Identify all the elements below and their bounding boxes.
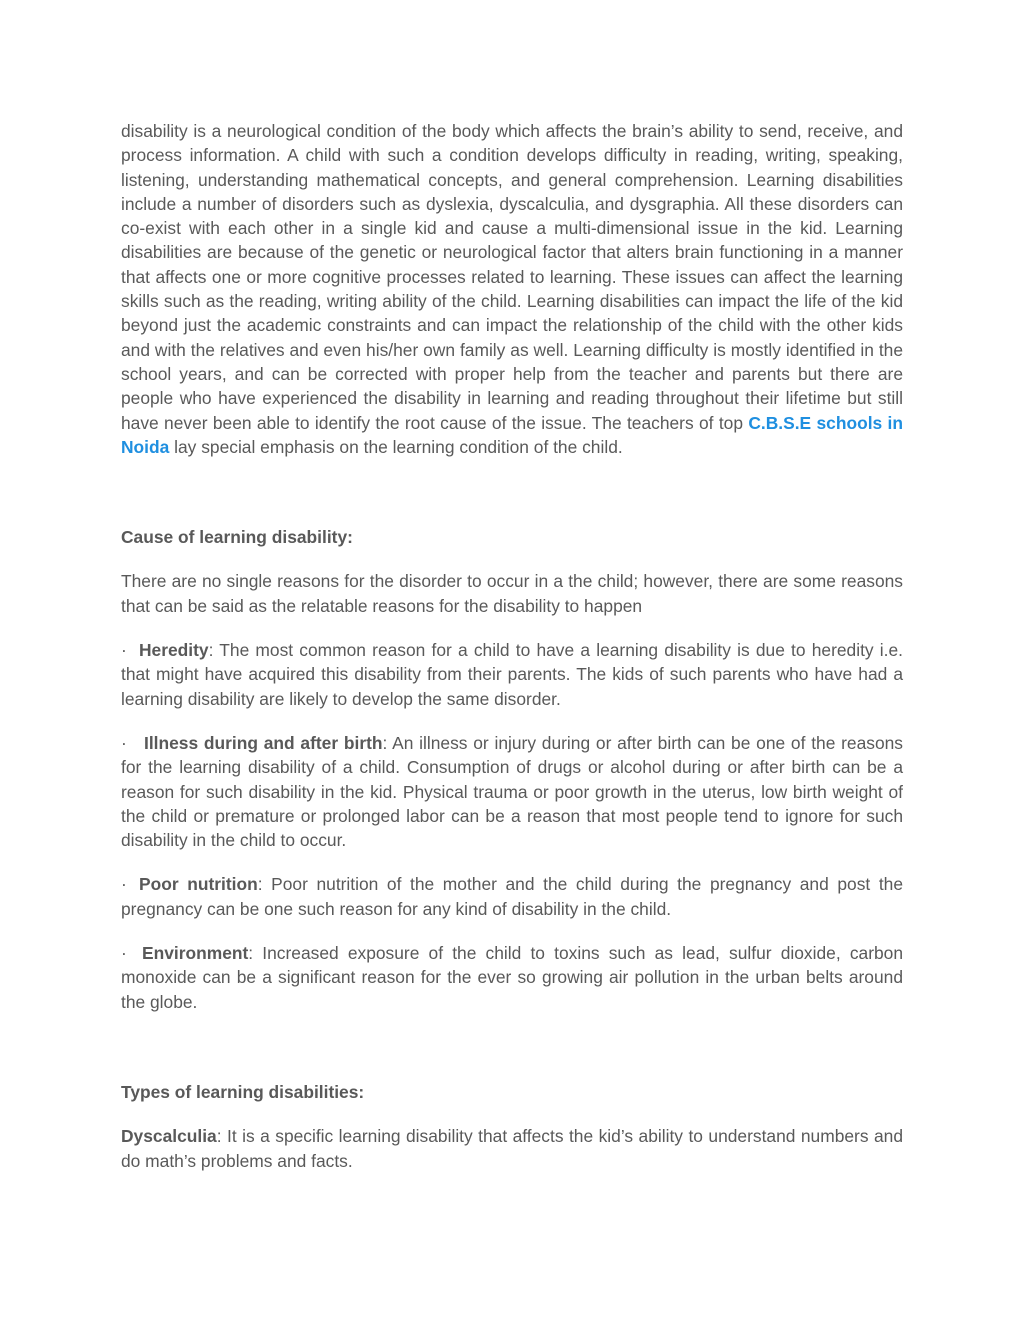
causes-lead-paragraph: There are no single reasons for the disorder to occur in a the child; however, there are some reasons that can be said as the relatable reasons for the disability to happen [121,571,903,616]
bullet-dot-icon: · [121,640,127,661]
types-heading: Types of learning disabilities: [121,1081,365,1102]
bullet-dot-icon: · [121,943,127,964]
cause-text: : Poor nutrition of the mother and the child during the pregnancy and post the pregnancy can be one such reason for any kind of disability in the child. [121,874,903,919]
type-term: Dyscalculia [121,1126,217,1147]
causes-heading: Cause of learning disability: [121,527,353,548]
cause-item-illness [121,731,903,852]
cause-term: Heredity [139,640,209,661]
type-item-dyscalculia [121,1124,903,1173]
cbse-schools-link[interactable]: C.B.S.E schools in Noida [121,412,903,457]
bullet-dot-icon: · [121,874,127,895]
intro-text-end: lay special emphasis on the learning condition of the child. [169,436,623,457]
intro-text: disability is a neurological condition of the body which affects the brain’s ability to send, receive, and process information. A child with such a condition develops difficulty in reading, writing, speaking, listening, understanding mathematical concepts, and general comprehension. Learning disabilities include a number of disorders such as dyslexia, dyscalculia, and dysgraphia. All these disorders can co-exist with each other in a single kid and cause a multi-dimensional issue in the kid. Learning disabilities are because of the genetic or neurological factor that alters brain functioning in a manner that affects one or more cognitive processes related to learning. These issues can affect the learning skills such as the reading, writing ability of the child. Learning disabilities can impact the life of the kid beyond just the academic constraints and can impact the relationship of the child with the other kids and with the relatives and even his/her own family as well. Learning difficulty is mostly identified in the school years, and can be corrected with proper help from the teacher and parents but there are people who have experienced the disability in learning and reading throughout their lifetime but still have never been able to identify the root cause of the issue. The teachers of top [121,121,903,433]
cause-item-heredity [121,638,903,711]
cause-term: Environment [142,943,249,964]
cause-text: : The most common reason for a child to have a learning disability is due to heredity i.e. that might have acquired this disability from their parents. The kids of such parents who have had a learning disability are likely to develop the same disorder. [121,640,903,709]
cause-text: : An illness or injury during or after birth can be one of the reasons for the learning disability of a child. Consumption of drugs or alcohol during or after birth can be a reason for such disability in the kid. Physical trauma or poor growth in the uterus, low birth weight of the child or premature or prolonged labor can be a reason that most people tend to ignore for such disability in the child to occur. [121,732,903,851]
type-text: : It is a specific learning disability that affects the kid’s ability to understand numbers and do math’s problems and facts. [121,1126,903,1171]
document-page [121,119,903,1193]
bullet-dot-icon: · [121,732,127,753]
cause-text: : Increased exposure of the child to toxins such as lead, sulfur dioxide, carbon monoxide can be a significant reason for the ever so growing air pollution in the urban belts around the globe. [121,943,903,1012]
cause-item-nutrition [121,872,903,921]
cause-term: Poor nutrition [139,874,258,895]
cause-term: Illness during and after birth [144,732,383,753]
intro-paragraph [121,119,903,459]
cause-item-environment [121,941,903,1014]
